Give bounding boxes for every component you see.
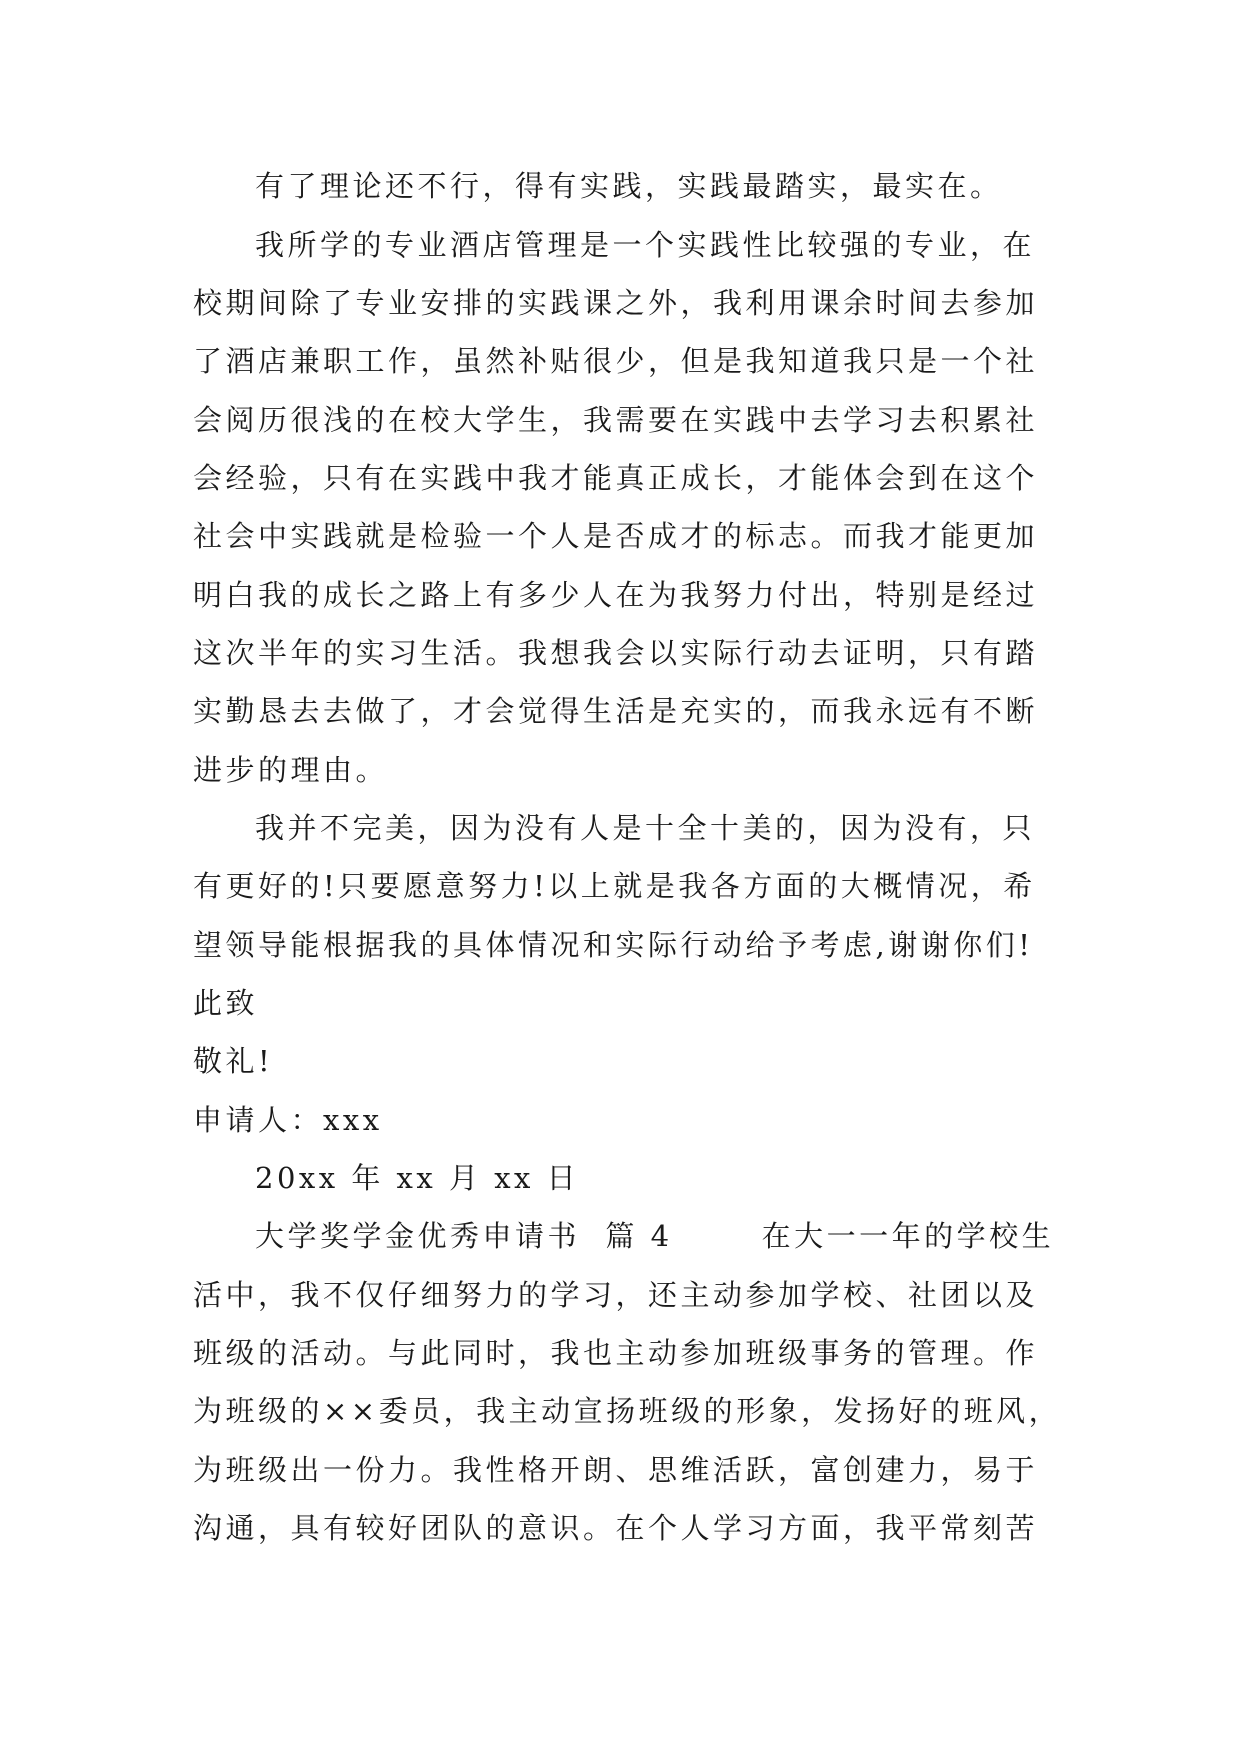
text-line: 有了理论还不行，得有实践，实践最踏实，最实在。	[255, 169, 1003, 203]
text-line: 社会中实践就是检验一个人是否成才的标志。而我才能更加	[193, 519, 1039, 553]
section-heading-line: 大学奖学金优秀申请书 篇 4 在大一一年的学校生	[255, 1219, 1055, 1253]
text-line: 明白我的成长之路上有多少人在为我努力付出，特别是经过	[193, 578, 1039, 612]
text-line: 有更好的!只要愿意努力!以上就是我各方面的大概情况，希	[193, 869, 1036, 903]
text-line: 会阅历很浅的在校大学生，我需要在实践中去学习去积累社	[193, 403, 1039, 437]
closing-regards: 敬礼!	[193, 1044, 274, 1078]
text-line: 校期间除了专业安排的实践课之外，我利用课余时间去参加	[193, 286, 1039, 320]
text-line: 实勤恳去去做了，才会觉得生活是充实的，而我永远有不断	[193, 694, 1039, 728]
text-line: 会经验，只有在实践中我才能真正成长，才能体会到在这个	[193, 461, 1039, 495]
text-line: 活中，我不仅仔细努力的学习，还主动参加学校、社团以及	[193, 1278, 1039, 1312]
date-line: 20xx 年 xx 月 xx 日	[255, 1161, 580, 1195]
text-line: 为班级出一份力。我性格开朗、思维活跃，富创建力，易于	[193, 1453, 1039, 1487]
paragraph-start-line: 我并不完美，因为没有人是十全十美的，因为没有，只	[255, 811, 1036, 845]
text-line: 为班级的××委员，我主动宣扬班级的形象，发扬好的班风，	[193, 1394, 1062, 1428]
text-line: 这次半年的实习生活。我想我会以实际行动去证明，只有踏	[193, 636, 1039, 670]
text-line: 进步的理由。	[193, 753, 389, 787]
closing-salutation: 此致	[193, 986, 259, 1020]
applicant-line: 申请人：xxx	[193, 1103, 383, 1137]
text-line: 望领导能根据我的具体情况和实际行动给予考虑,谢谢你们!	[193, 928, 1034, 962]
text-line: 班级的活动。与此同时，我也主动参加班级事务的管理。作	[193, 1336, 1039, 1370]
text-line: 了酒店兼职工作，虽然补贴很少，但是我知道我只是一个社	[193, 344, 1039, 378]
text-line: 沟通，具有较好团队的意识。在个人学习方面，我平常刻苦	[193, 1511, 1039, 1545]
paragraph-start-line: 我所学的专业酒店管理是一个实践性比较强的专业，在	[255, 228, 1036, 262]
